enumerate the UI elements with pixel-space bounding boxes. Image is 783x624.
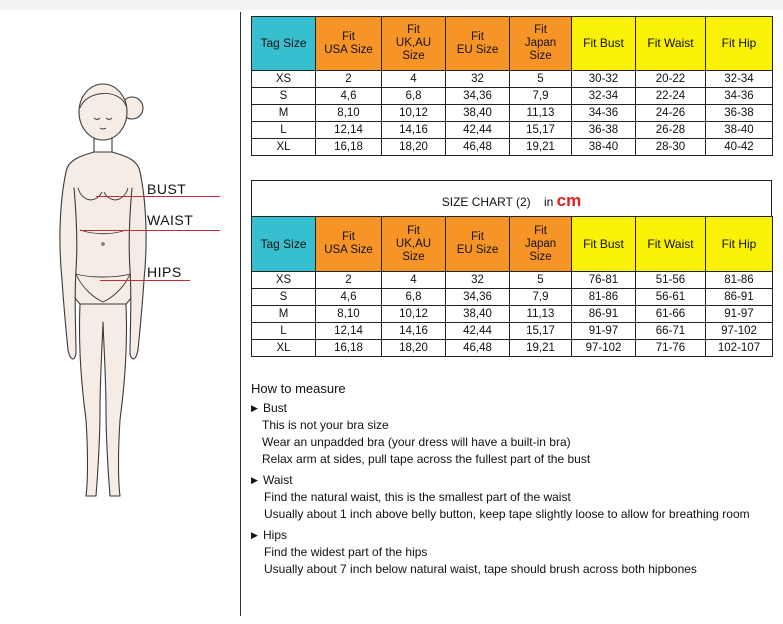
table-cell: 38,40 (446, 306, 510, 323)
hips-heading: Hips (263, 528, 288, 542)
woman-figure-icon (0, 60, 240, 510)
table-cell: 102-107 (706, 340, 773, 357)
instruction-line: Find the natural waist, this is the smallest part of the waist (264, 490, 571, 504)
table-cell: 76-81 (572, 272, 636, 289)
table-cell: XS (252, 272, 316, 289)
table-row (252, 323, 773, 340)
table-cell: 42,44 (446, 122, 510, 139)
size-chart-table-1 (251, 16, 773, 156)
table-cell: 71-76 (636, 340, 706, 357)
table-cell: 19,21 (510, 139, 572, 156)
table-header-row (252, 17, 773, 71)
table-row (252, 306, 773, 323)
table-cell: 7,9 (510, 289, 572, 306)
hips-line (100, 280, 190, 281)
table-cell: 11,13 (510, 306, 572, 323)
caption-in: in (543, 195, 554, 209)
table-cell: 16,18 (316, 139, 382, 156)
table-row (252, 272, 773, 289)
table-cell: 18,20 (382, 139, 446, 156)
table-cell: 20-22 (636, 71, 706, 88)
table-cell: 8,10 (316, 105, 382, 122)
instruction-line: This is not your bra size (262, 418, 389, 432)
table-row (252, 71, 773, 88)
table-cell: 2 (316, 272, 382, 289)
table-cell: L (252, 122, 316, 139)
table-cell: 86-91 (572, 306, 636, 323)
top-strip (0, 0, 783, 10)
table-cell: 61-66 (636, 306, 706, 323)
waist-instructions (251, 472, 781, 523)
triangle-right-icon: ▶ (251, 530, 258, 540)
table-cell: 8,10 (316, 306, 382, 323)
table-cell: 22-24 (636, 88, 706, 105)
table-cell: 91-97 (572, 323, 636, 340)
table-cell: 81-86 (572, 289, 636, 306)
table-cell: 4 (382, 272, 446, 289)
header-japan-size: Fit Japan Size (510, 17, 572, 71)
how-to-measure-section (251, 380, 781, 578)
table-cell: 30-32 (572, 71, 636, 88)
table-cell: 6,8 (382, 289, 446, 306)
header-eu-size: Fit EU Size (446, 217, 510, 272)
table-cell: 38,40 (446, 105, 510, 122)
table-cell: 18,20 (382, 340, 446, 357)
header-fit-waist: Fit Waist (636, 17, 706, 71)
table-cell: 15,17 (510, 323, 572, 340)
body-figure-illustration (0, 60, 240, 510)
table-cell: L (252, 323, 316, 340)
table-cell: XL (252, 139, 316, 156)
table-cell: 38-40 (706, 122, 773, 139)
table-row (252, 340, 773, 357)
table-cell: 26-28 (636, 122, 706, 139)
table-cell: 91-97 (706, 306, 773, 323)
table-cell: S (252, 88, 316, 105)
table-cell: 32 (446, 71, 510, 88)
table-cell: 14,16 (382, 323, 446, 340)
table-cell: 36-38 (572, 122, 636, 139)
table-cell: 10,12 (382, 306, 446, 323)
table-cell: 34-36 (572, 105, 636, 122)
table-cell: 81-86 (706, 272, 773, 289)
table-cell: 10,12 (382, 105, 446, 122)
table-cell: 4,6 (316, 289, 382, 306)
instruction-line: Wear an unpadded bra (your dress will have a built-in bra) (262, 435, 571, 449)
header-fit-hip: Fit Hip (706, 17, 773, 71)
table-header-row (252, 217, 773, 272)
table-cell: 24-26 (636, 105, 706, 122)
table-cell: 51-56 (636, 272, 706, 289)
instruction-line: Usually about 7 inch below natural waist, tape should brush across both hipbones (264, 562, 697, 576)
waist-label: WAIST (147, 212, 194, 228)
table-cell: 32-34 (706, 71, 773, 88)
table-row (252, 289, 773, 306)
table-cell: 12,14 (316, 122, 382, 139)
table-cell: 5 (510, 272, 572, 289)
bust-heading: Bust (263, 401, 288, 415)
header-fit-waist: Fit Waist (636, 217, 706, 272)
table-cell: M (252, 306, 316, 323)
bust-label: BUST (147, 181, 187, 197)
table-cell: 97-102 (706, 323, 773, 340)
waist-line (80, 230, 220, 231)
table-cell: 46,48 (446, 139, 510, 156)
triangle-right-icon: ▶ (251, 475, 258, 485)
table-cell: 7,9 (510, 88, 572, 105)
table-cell: 86-91 (706, 289, 773, 306)
caption-unit: cm (556, 191, 582, 210)
header-usa-size: Fit USA Size (316, 217, 382, 272)
bust-instructions (251, 400, 781, 468)
table-cell: M (252, 105, 316, 122)
header-ukau-size: Fit UK,AU Size (382, 17, 446, 71)
vertical-divider (240, 12, 241, 616)
table-cell: 5 (510, 71, 572, 88)
instruction-line: Relax arm at sides, pull tape across the fullest part of the bust (262, 452, 591, 466)
table-row (252, 88, 773, 105)
header-tag-size: Tag Size (252, 217, 316, 272)
table-row (252, 122, 773, 139)
table-cell: 15,17 (510, 122, 572, 139)
hips-instructions (251, 527, 781, 578)
instruction-line: Find the widest part of the hips (264, 545, 428, 559)
table-cell: 36-38 (706, 105, 773, 122)
table-cell: S (252, 289, 316, 306)
header-fit-bust: Fit Bust (572, 17, 636, 71)
table-cell: 6,8 (382, 88, 446, 105)
table-cell: XS (252, 71, 316, 88)
table-cell: 38-40 (572, 139, 636, 156)
header-japan-size: Fit Japan Size (510, 217, 572, 272)
header-usa-size: Fit USA Size (316, 17, 382, 71)
table-cell: 4,6 (316, 88, 382, 105)
header-ukau-size: Fit UK,AU Size (382, 217, 446, 272)
table-cell: 11,13 (510, 105, 572, 122)
table-cell: 42,44 (446, 323, 510, 340)
size-chart-table-2 (251, 216, 773, 357)
table-cell: 40-42 (706, 139, 773, 156)
table-cell: 66-71 (636, 323, 706, 340)
header-fit-hip: Fit Hip (706, 217, 773, 272)
header-tag-size: Tag Size (252, 17, 316, 71)
header-eu-size: Fit EU Size (446, 17, 510, 71)
how-to-measure-title: How to measure (251, 381, 346, 396)
table-cell: 19,21 (510, 340, 572, 357)
caption-text: SIZE CHART (2) (441, 195, 531, 209)
table-cell: 28-30 (636, 139, 706, 156)
table-cell: 32-34 (572, 88, 636, 105)
table-cell: 14,16 (382, 122, 446, 139)
waist-heading: Waist (263, 473, 293, 487)
table-cell: 12,14 (316, 323, 382, 340)
hips-label: HIPS (147, 264, 182, 280)
table-cell: 46,48 (446, 340, 510, 357)
table-cell: XL (252, 340, 316, 357)
table-cell: 2 (316, 71, 382, 88)
instruction-line: Usually about 1 inch above belly button, keep tape slightly loose to allow for breathing room (264, 507, 750, 521)
table-cell: 56-61 (636, 289, 706, 306)
table-row (252, 105, 773, 122)
triangle-right-icon: ▶ (251, 403, 258, 413)
size-chart-2-caption (251, 180, 772, 217)
table-cell: 34,36 (446, 289, 510, 306)
header-fit-bust: Fit Bust (572, 217, 636, 272)
table-cell: 4 (382, 71, 446, 88)
table-cell: 34-36 (706, 88, 773, 105)
table-cell: 34,36 (446, 88, 510, 105)
table-cell: 16,18 (316, 340, 382, 357)
table-cell: 32 (446, 272, 510, 289)
table-cell: 97-102 (572, 340, 636, 357)
table-row (252, 139, 773, 156)
